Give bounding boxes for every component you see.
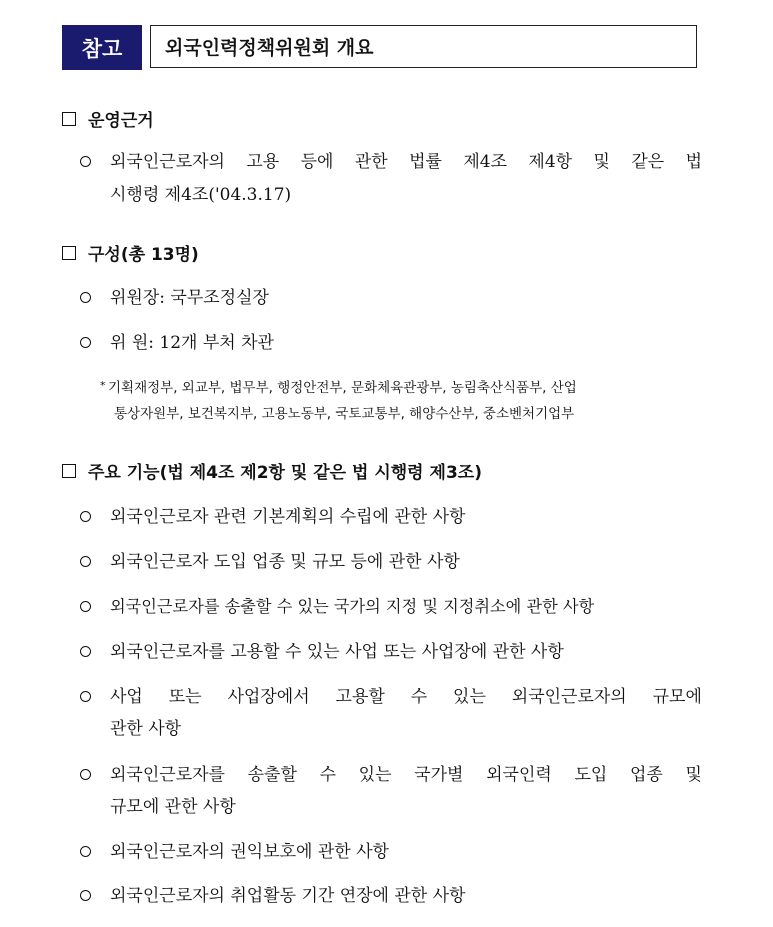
asterisk-mark: * [100,379,106,392]
word: 또는 [168,687,202,707]
function-text-line1 [110,760,702,790]
function-text: 외국인근로자의 권익보호에 관한 사항 [110,842,389,862]
word: 수 [410,687,428,707]
circle-bullet-icon [80,846,91,857]
section-heading-text: 주요 기능(법 제4조 제2항 및 같은 법 시행령 제3조) [88,463,482,483]
word: 관한 [354,152,388,172]
word: 외국인력 [486,765,552,785]
word: 제4항 [528,152,573,172]
word: 및 [593,152,610,172]
word: 사업 [110,687,143,707]
word: 고용 [246,152,280,172]
word: 있는 [358,765,392,785]
function-text: 외국인근로자를 송출할 수 있는 국가의 지정 및 지정취소에 관한 사항 [110,597,595,616]
word: 고용할 [335,687,385,707]
word: 규모에 [652,687,702,707]
section-heading-functions [62,458,482,483]
function-text-line2: 관한 사항 [110,719,182,739]
circle-bullet-icon [80,292,91,303]
section-heading-text: 구성(총 13명) [88,245,199,265]
square-bullet-icon [62,112,76,126]
page-title: 외국인력정책위원회 개요 [150,25,697,68]
word: 및 [685,765,702,785]
section-heading-text: 운영근거 [88,111,154,131]
function-text: 외국인근로자를 고용할 수 있는 사업 또는 사업장에 관한 사항 [110,642,564,662]
square-bullet-icon [62,464,76,478]
chair-text: 위원장: 국무조정실장 [110,288,269,308]
function-text: 외국인근로자 도입 업종 및 규모 등에 관한 사항 [110,552,460,572]
basis-line2: 시행령 제4조('04.3.17) [110,185,292,205]
word: 외국인근로자의 [511,687,627,707]
circle-bullet-icon [80,511,91,522]
square-bullet-icon [62,246,76,260]
section-heading-composition [62,240,199,265]
word: 외국인근로자의 [110,152,225,172]
word: 같은 [631,152,665,172]
word: 송출할 [247,765,297,785]
circle-bullet-icon [80,556,91,567]
circle-bullet-icon [80,337,91,348]
function-text: 외국인근로자 관련 기본계획의 수립에 관한 사항 [110,507,466,527]
word: 외국인근로자를 [110,765,225,785]
word: 법률 [409,152,442,172]
circle-bullet-icon [80,601,91,612]
note-line1: 기획재정부, 외교부, 법무부, 행정안전부, 문화체육관광부, 농림축산식품부, 산업 [108,380,577,396]
word: 수 [319,765,336,785]
circle-bullet-icon [80,890,91,901]
members-note [100,375,577,427]
function-text-line1 [110,682,702,712]
circle-bullet-icon [80,691,91,702]
word: 등에 [300,152,334,172]
page-header [62,25,699,70]
word: 사업장에서 [227,687,310,707]
word: 법 [685,152,702,172]
circle-bullet-icon [80,646,91,657]
reference-tag: 참고 [62,25,142,70]
section-heading-basis [62,106,154,131]
function-text: 외국인근로자의 취업활동 기간 연장에 관한 사항 [110,886,466,906]
word: 있는 [453,687,486,707]
note-line2: 통상자원부, 보건복지부, 고용노동부, 국토교통부, 해양수산부, 중소벤처기업부 [114,406,575,422]
word: 국가별 [414,765,464,785]
word: 업종 [629,765,663,785]
function-text-line2: 규모에 관한 사항 [110,797,236,817]
word: 제4조 [463,152,508,172]
circle-bullet-icon [80,156,91,167]
members-text: 위 원: 12개 부처 차관 [110,333,274,353]
basis-line1 [110,147,702,177]
circle-bullet-icon [80,769,91,780]
word: 도입 [574,765,608,785]
